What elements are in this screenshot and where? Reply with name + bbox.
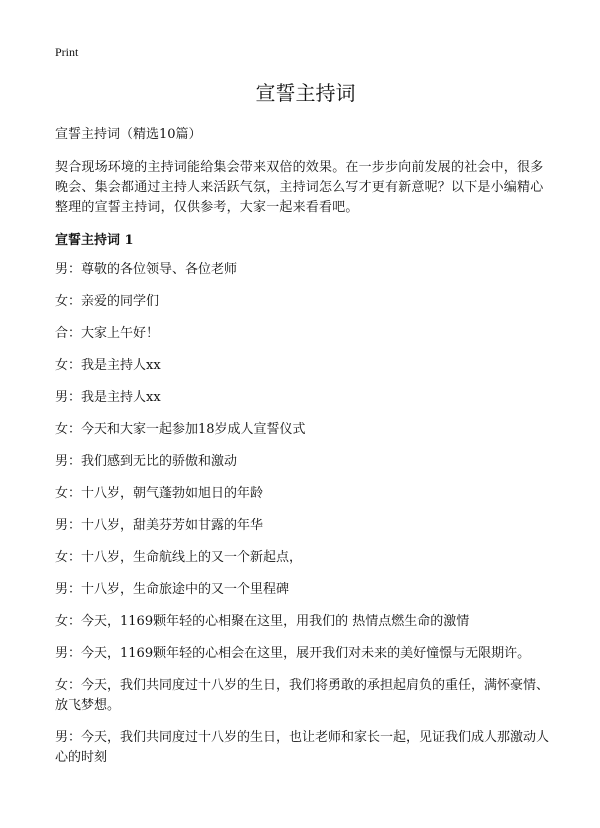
script-line: 男：今天，我们共同度过十八岁的生日，也让老师和家长一起，见证我们成人那激动人心的时刻: [55, 730, 550, 765]
script-line: 女：今天，我们共同度过十八岁的生日，我们将勇敢的承担起肩负的重任，满怀豪情、放飞梦想。: [55, 678, 550, 713]
intro-paragraph: 契合现场环境的主持词能给集会带来双倍的效果。在一步步向前发展的社会中，很多晚会、集会都通过主持人来活跃气氛，主持词怎么写才更有新意呢？以下是小编精心整理的宣誓主持词，仅供参考，大家一起来看看吧。: [55, 160, 544, 215]
script-line: 女：十八岁，生命航线上的又一个新起点，: [55, 550, 303, 565]
script-lines: [55, 260, 556, 768]
script-line: 合：大家上午好！: [55, 326, 160, 341]
script-line: 女：十八岁，朝气蓬勃如旭日的年龄: [55, 486, 264, 501]
script-line: 男：我们感到无比的骄傲和激动: [55, 454, 238, 469]
script-line: 女：亲爱的同学们: [55, 294, 160, 309]
script-line: 男：今天，1169颗年轻的心相会在这里，展开我们对未来的美好憧憬与无限期许。: [55, 646, 531, 661]
script-line: 女：今天，1169颗年轻的心相聚在这里，用我们的 热情点燃生命的激情: [55, 614, 470, 629]
section-heading: 宣誓主持词 1: [55, 233, 134, 248]
document-title: 宣誓主持词: [255, 81, 356, 105]
document-subtitle: 宣誓主持词（精选10篇）: [55, 127, 202, 142]
script-line: 男：十八岁，甜美芬芳如甘露的年华: [55, 518, 264, 533]
script-line: 女：今天和大家一起参加18岁成人宣誓仪式: [55, 422, 306, 437]
script-line: 男：十八岁，生命旅途中的又一个里程碑: [55, 582, 290, 597]
print-link[interactable]: Print: [55, 45, 79, 59]
script-line: 男：我是主持人xx: [55, 390, 161, 405]
script-line: 女：我是主持人xx: [55, 358, 161, 373]
script-line: 男：尊敬的各位领导、各位老师: [55, 262, 238, 277]
